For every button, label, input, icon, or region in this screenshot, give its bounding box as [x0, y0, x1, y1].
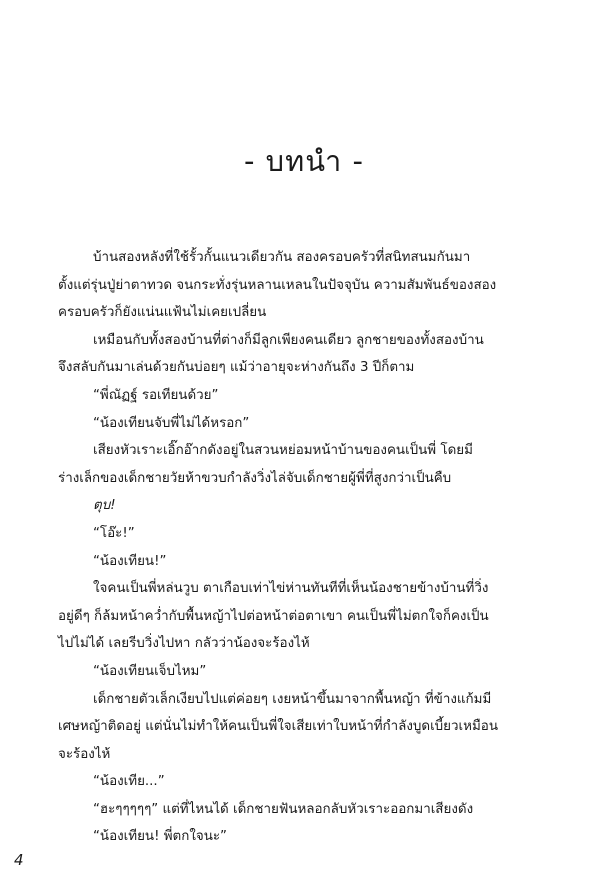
page-number: 4	[14, 851, 24, 869]
text-line: ร่างเล็กของเด็กชายวัยห้าขวบกำลังวิ่งไล่จับเด็กชายผู้พี่ที่สูงกว่าเป็นคืบ	[58, 470, 452, 486]
body-text	[58, 244, 503, 851]
text-line: “ฮะๆๆๆๆๆ” แต่ที่ไหนได้ เด็กชายฟันหลอกลับหัวเราะออกมาเสียงดัง	[93, 801, 474, 817]
text-line: ตุบ!	[93, 498, 116, 514]
text-line: ตั้งแต่รุ่นปู่ย่าตาทวด จนกระทั่งรุ่นหลานเหลนในปัจจุบัน ความสัมพันธ์ของสอง	[58, 277, 497, 293]
text-line: จะร้องไห้	[58, 746, 111, 762]
text-line: เศษหญ้าติดอยู่ แต่นั่นไม่ทำให้คนเป็นพี่ใจเสียเท่าใบหน้าที่กำลังบูดเบี้ยวเหมือน	[58, 719, 498, 735]
text-line: จึงสลับกันมาเล่นด้วยกันบ่อยๆ แม้ว่าอายุจะห่างกันถึง 3 ปีก็ตาม	[58, 360, 415, 376]
text-line: “น้องเทียน!”	[93, 553, 167, 569]
text-line: ไปไม่ได้ เลยรีบวิ่งไปหา กลัวว่าน้องจะร้องไห้	[58, 636, 310, 652]
text-line: เหมือนกับทั้งสองบ้านที่ต่างก็มีลูกเพียงคนเดียว ลูกชายของทั้งสองบ้าน	[93, 332, 484, 348]
text-line: “น้องเทีย...”	[93, 774, 165, 790]
text-line: เสียงหัวเราะเอิ๊กอ๊ากดังอยู่ในสวนหย่อมหน้าบ้านของคนเป็นพี่ โดยมี	[93, 443, 473, 459]
text-line: “พี่ณัฏฐ์ รอเทียนด้วย”	[93, 387, 219, 403]
text-line: “น้องเทียนจับพี่ไม่ได้หรอก”	[93, 415, 250, 431]
text-line: ใจคนเป็นพี่หล่นวูบ ตาเกือบเท่าไข่ห่านทันทีที่เห็นน้องชายข้างบ้านที่วิ่ง	[93, 581, 489, 597]
text-line: เด็กชายตัวเล็กเงียบไปแต่ค่อยๆ เงยหน้าขึ้นมาจากพื้นหญ้า ที่ข้างแก้มมี	[93, 691, 492, 707]
text-line: ครอบครัวก็ยังแน่นแฟ้นไม่เคยเปลี่ยน	[58, 305, 267, 321]
chapter-title: - บทนำ -	[244, 144, 364, 178]
text-line: “น้องเทียน! พี่ตกใจนะ”	[93, 829, 227, 845]
text-line: บ้านสองหลังที่ใช้รั้วกั้นแนวเดียวกัน สองครอบครัวที่สนิทสนมกันมา	[93, 250, 471, 265]
text-line: “น้องเทียนเจ็บไหม”	[93, 663, 207, 679]
text-line: “โอ๊ะ!”	[93, 525, 135, 541]
text-line: อยู่ดีๆ ก็ล้มหน้าคว่ำกับพื้นหญ้าไปต่อหน้าต่อตาเขา คนเป็นพี่ไม่ตกใจก็คงเป็น	[58, 608, 489, 624]
